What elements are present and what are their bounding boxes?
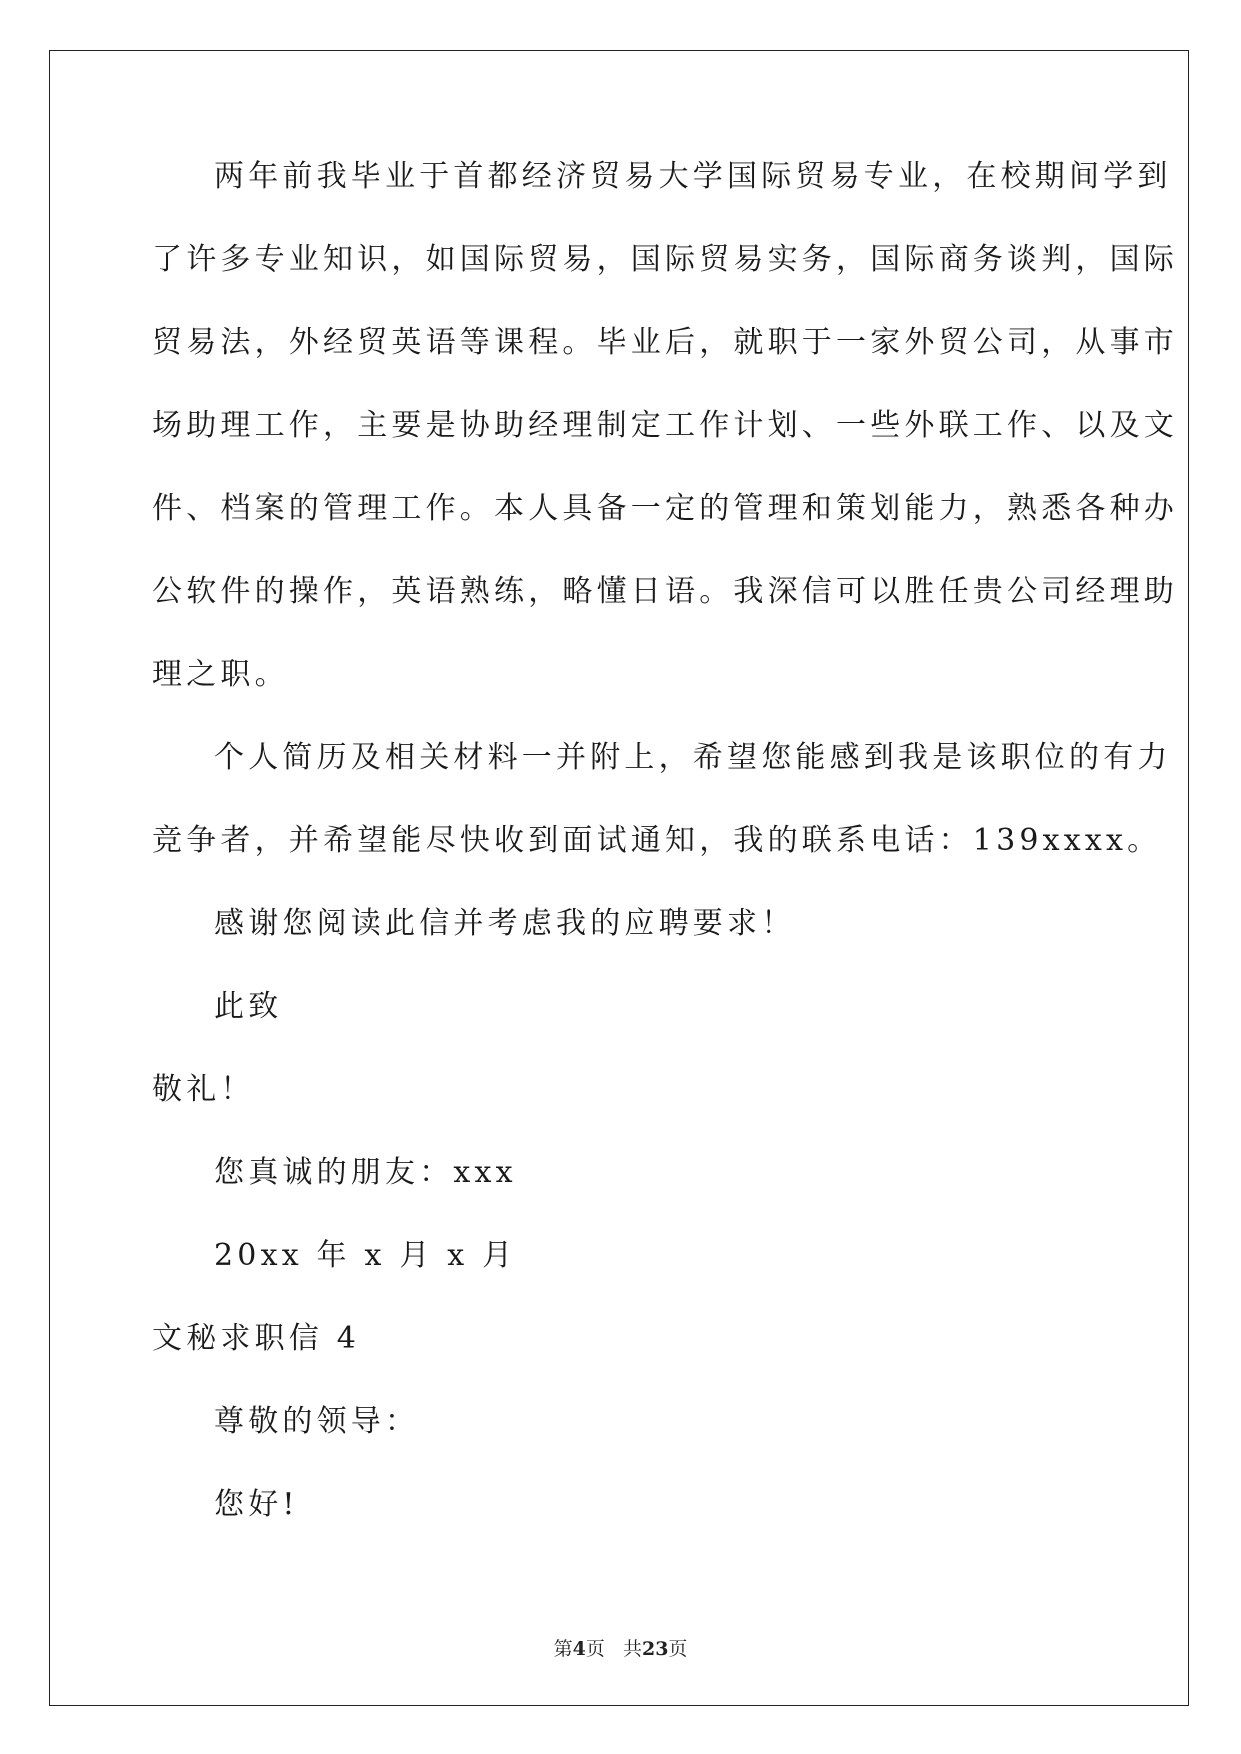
total-pages: 23 — [641, 1638, 669, 1660]
paragraph-line: 个人简历及相关材料一并附上，希望您能感到我是该职位的有力 — [214, 740, 1172, 775]
thanks-line: 感谢您阅读此信并考虑我的应聘要求！ — [214, 906, 796, 941]
total-prefix: 共 — [622, 1638, 642, 1660]
date-line: 20xx 年 x 月 x 月 — [214, 1238, 517, 1273]
greeting-line: 尊敬的领导： — [214, 1404, 420, 1439]
page-prefix: 第 — [553, 1638, 573, 1660]
letter-body — [152, 159, 1178, 1571]
section-heading: 文秘求职信 4 — [152, 1321, 361, 1356]
signature-line: 您真诚的朋友：xxx — [214, 1155, 517, 1190]
paragraph-line: 件、档案的管理工作。本人具备一定的管理和策划能力，熟悉各种办 — [152, 491, 1178, 526]
paragraph-line: 竞争者，并希望能尽快收到面试通知，我的联系电话：139xxxx。 — [152, 823, 1162, 858]
paragraph-line: 贸易法，外经贸英语等课程。毕业后，就职于一家外贸公司，从事市 — [152, 325, 1178, 360]
page-number: 4 — [572, 1638, 586, 1660]
page-suffix: 页 — [585, 1638, 605, 1660]
salutation-line: 敬礼！ — [152, 1072, 255, 1107]
paragraph-line: 场助理工作，主要是协助经理制定工作计划、一些外联工作、以及文 — [152, 408, 1178, 443]
total-suffix: 页 — [668, 1638, 688, 1660]
paragraph-line: 理之职。 — [152, 657, 289, 692]
paragraph-line: 两年前我毕业于首都经济贸易大学国际贸易专业，在校期间学到 — [214, 159, 1172, 194]
closing-line: 此致 — [214, 989, 283, 1024]
hello-line: 您好! — [214, 1487, 299, 1522]
paragraph-line: 公软件的操作，英语熟练，略懂日语。我深信可以胜任贵公司经理助 — [152, 574, 1178, 609]
paragraph-line: 了许多专业知识，如国际贸易，国际贸易实务，国际商务谈判，国际 — [152, 242, 1178, 277]
page-footer — [0, 1634, 1241, 1661]
